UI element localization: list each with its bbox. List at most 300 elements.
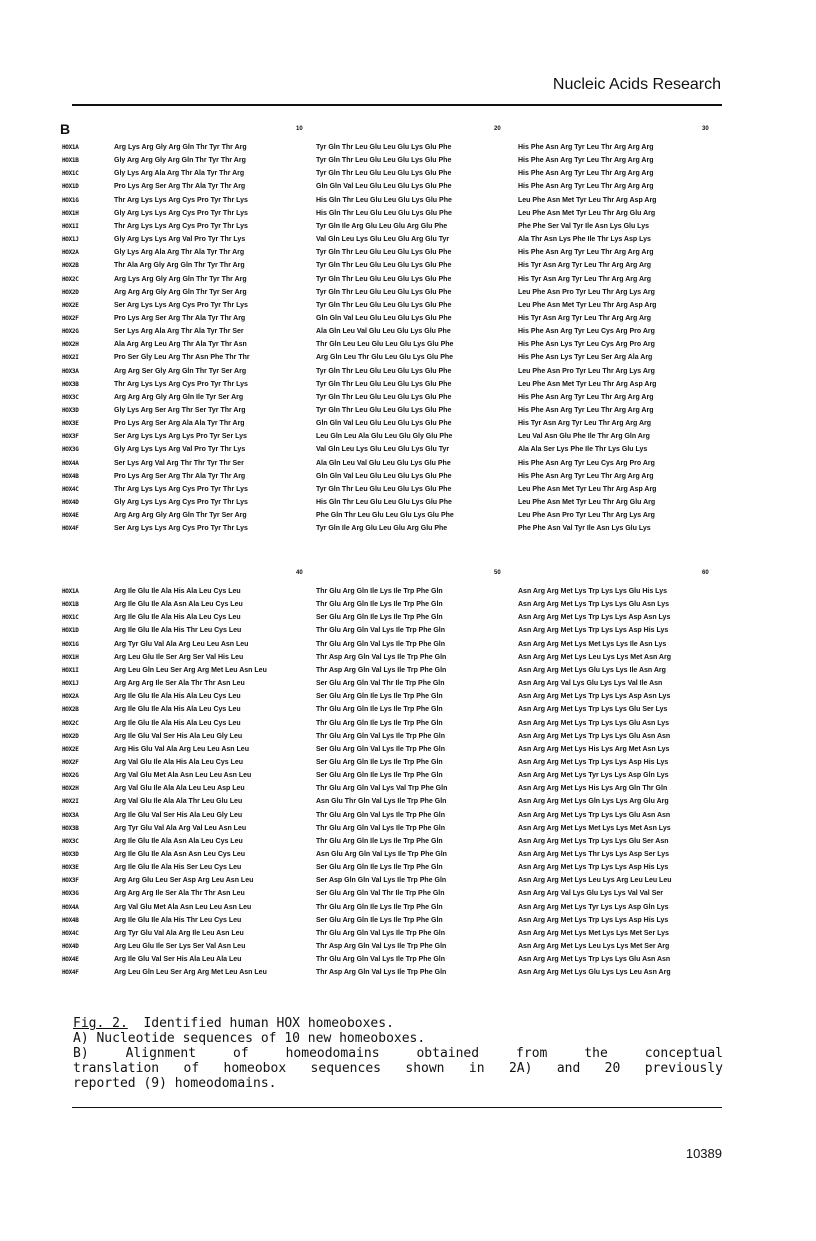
gene-name: HOX2B xyxy=(62,706,79,714)
alignment-row xyxy=(0,875,816,887)
sequence-segment-1: Ser Lys Arg Val Arg Thr Thr Tyr Thr Ser xyxy=(114,459,244,467)
sequence-segment-1: Gly Arg Lys Lys Arg Cys Pro Tyr Thr Lys xyxy=(114,209,248,217)
alignment-row xyxy=(0,678,816,690)
alignment-row xyxy=(0,313,816,325)
gene-name: HOX3B xyxy=(62,824,79,832)
sequence-segment-3: His Phe Asn Arg Tyr Leu Thr Arg Arg Arg xyxy=(518,393,654,401)
alignment-row xyxy=(0,902,816,914)
alignment-row xyxy=(0,208,816,220)
alignment-row xyxy=(0,757,816,769)
page-number: 10389 xyxy=(685,1146,722,1161)
sequence-segment-2: Thr Glu Arg Gln Ile Lys Ile Trp Phe Gln xyxy=(316,903,443,911)
panel-label: B xyxy=(60,121,71,137)
sequence-segment-3: Phe Phe Asn Val Tyr Ile Asn Lys Glu Lys xyxy=(518,525,651,533)
sequence-segment-2: Tyr Gln Thr Leu Glu Leu Glu Lys Glu Phe xyxy=(316,380,452,388)
gene-name: HOX3G xyxy=(62,446,79,454)
sequence-segment-1: Arg Val Glu Met Ala Asn Leu Leu Asn Leu xyxy=(114,903,252,911)
position-marker: 30 xyxy=(702,126,709,132)
alignment-row xyxy=(0,510,816,522)
sequence-segment-2: Gln Gln Val Leu Glu Leu Glu Lys Glu Phe xyxy=(316,472,452,480)
gene-name: HOX3A xyxy=(62,811,79,819)
gene-name: HOX1H xyxy=(62,653,79,661)
sequence-segment-3: Leu Phe Asn Pro Tyr Leu Thr Arg Lys Arg xyxy=(518,512,655,520)
sequence-segment-1: Arg Arg Arg Gly Arg Gln Thr Tyr Ser Arg xyxy=(114,288,247,296)
sequence-segment-3: Asn Arg Arg Met Lys Trp Lys Lys Glu Ser Lys xyxy=(518,706,668,714)
alignment-row xyxy=(0,523,816,535)
alignment-row xyxy=(0,221,816,233)
sequence-segment-3: Ala Ala Ser Lys Phe Ile Thr Lys Glu Lys xyxy=(518,446,648,454)
sequence-segment-3: His Phe Asn Arg Tyr Leu Thr Arg Arg Arg xyxy=(518,249,654,257)
sequence-segment-1: Arg His Glu Val Ala Arg Leu Leu Asn Leu xyxy=(114,745,249,753)
sequence-segment-3: Asn Arg Arg Met Lys Glu Lys Lys Leu Asn Arg xyxy=(518,969,671,977)
sequence-segment-2: Tyr Gln Ile Arg Glu Leu Glu Arg Glu Phe xyxy=(316,222,448,230)
alignment-row xyxy=(0,810,816,822)
gene-name: HOX1D xyxy=(62,627,79,635)
alignment-row xyxy=(0,599,816,611)
caption-line-b3: reported (9) homeodomains. xyxy=(73,1076,277,1091)
sequence-segment-2: Ser Glu Arg Gln Val Thr Ile Trp Phe Gln xyxy=(316,680,445,688)
sequence-segment-3: Asn Arg Arg Met Lys Trp Lys Lys Glu Asn Asn xyxy=(518,732,671,740)
gene-name: HOX2C xyxy=(62,719,79,727)
sequence-segment-1: Arg Leu Gln Leu Ser Arg Arg Met Leu Asn Leu xyxy=(114,666,267,674)
sequence-segment-1: Pro Lys Arg Ser Arg Thr Ala Tyr Thr Arg xyxy=(114,472,246,480)
sequence-segment-3: Asn Arg Arg Val Lys Glu Lys Lys Val Val Ser xyxy=(518,890,663,898)
sequence-segment-1: Gly Arg Lys Lys Arg Val Pro Tyr Thr Lys xyxy=(114,446,246,454)
gene-name: HOX4F xyxy=(62,969,79,977)
gene-name: HOX2H xyxy=(62,341,79,349)
gene-name: HOX4C xyxy=(62,929,79,937)
sequence-segment-1: Gly Lys Arg Ala Arg Thr Ala Tyr Thr Arg xyxy=(114,170,245,178)
sequence-segment-1: Arg Lys Arg Gly Arg Gln Thr Tyr Thr Arg xyxy=(114,144,247,151)
alignment-row xyxy=(0,783,816,795)
alignment-row xyxy=(0,260,816,272)
gene-name: HOX1A xyxy=(62,144,79,151)
sequence-segment-2: Thr Glu Arg Gln Val Lys Ile Trp Phe Gln xyxy=(316,627,446,635)
sequence-segment-3: Leu Phe Asn Met Tyr Leu Thr Arg Glu Arg xyxy=(518,499,656,507)
sequence-segment-1: Arg Ile Glu Val Ser His Ala Leu Gly Leu xyxy=(114,811,243,819)
alignment-row xyxy=(0,392,816,404)
sequence-segment-2: Tyr Gln Thr Leu Glu Leu Glu Lys Glu Phe xyxy=(316,288,452,296)
journal-title: Nucleic Acids Research xyxy=(552,76,721,93)
sequence-segment-3: His Phe Asn Lys Tyr Leu Ser Arg Ala Arg xyxy=(518,354,653,362)
caption-title-line xyxy=(73,1016,723,1031)
sequence-segment-3: Phe Phe Ser Val Tyr Ile Asn Lys Glu Lys xyxy=(518,222,649,230)
alignment-row xyxy=(0,704,816,716)
gene-name: HOX3D xyxy=(62,851,79,858)
alignment-row xyxy=(0,484,816,496)
gene-name: HOX3G xyxy=(62,890,79,898)
position-marker: 20 xyxy=(494,126,501,132)
position-marker: 10 xyxy=(296,126,303,132)
alignment-row xyxy=(0,326,816,338)
gene-name: HOX2A xyxy=(62,249,79,257)
sequence-segment-3: Asn Arg Arg Met Lys His Lys Arg Met Asn Lys xyxy=(518,745,670,753)
sequence-segment-2: Gln Gln Val Leu Glu Leu Glu Lys Glu Phe xyxy=(316,183,452,191)
sequence-segment-3: His Tyr Asn Arg Tyr Leu Thr Arg Arg Arg xyxy=(518,262,652,270)
sequence-segment-3: Asn Arg Arg Val Lys Glu Lys Lys Val Ile Asn xyxy=(518,680,663,688)
sequence-segment-2: His Gln Thr Leu Glu Leu Glu Lys Glu Phe xyxy=(316,209,452,217)
sequence-segment-1: Arg Ile Glu Ile Ala His Thr Leu Cys Leu xyxy=(114,916,242,924)
gene-name: HOX3B xyxy=(62,380,79,388)
alignment-row xyxy=(0,862,816,874)
alignment-row xyxy=(0,247,816,259)
sequence-segment-3: Asn Arg Arg Met Lys Trp Lys Lys Asp Asn Lys xyxy=(518,693,671,701)
sequence-segment-3: Asn Arg Arg Met Lys Trp Lys Lys Glu His Lys xyxy=(518,588,667,595)
sequence-segment-1: Arg Ile Glu Ile Ala His Ala Leu Cys Leu xyxy=(114,614,241,622)
sequence-segment-1: Arg Lys Arg Gly Arg Gln Thr Tyr Thr Arg xyxy=(114,275,247,283)
sequence-segment-3: Asn Arg Arg Met Lys Leu Lys Lys Met Ser Arg xyxy=(518,943,670,951)
sequence-segment-3: Leu Phe Asn Met Tyr Leu Thr Arg Glu Arg xyxy=(518,209,656,217)
sequence-segment-3: Asn Arg Arg Met Lys Trp Lys Lys Glu Ser Asn xyxy=(518,837,669,845)
alignment-row xyxy=(0,287,816,299)
sequence-segment-3: Asn Arg Arg Met Lys His Lys Arg Gln Thr Gln xyxy=(518,785,668,793)
gene-name: HOX3C xyxy=(62,837,79,845)
sequence-segment-2: Thr Glu Arg Gln Val Lys Ile Trp Phe Gln xyxy=(316,929,446,937)
alignment-row xyxy=(0,928,816,940)
alignment-row xyxy=(0,142,816,154)
gene-name: HOX4C xyxy=(62,485,79,493)
sequence-segment-2: Asn Glu Arg Gln Val Lys Ile Trp Phe Gln xyxy=(316,851,447,858)
gene-name: HOX3F xyxy=(62,433,79,441)
sequence-segment-3: His Phe Asn Arg Tyr Leu Thr Arg Arg Arg xyxy=(518,144,654,151)
sequence-segment-1: Arg Val Glu Ile Ala Ala Leu Leu Asp Leu xyxy=(114,785,245,793)
sequence-segment-2: Tyr Gln Thr Leu Glu Leu Glu Lys Glu Phe xyxy=(316,275,452,283)
gene-name: HOX1B xyxy=(62,601,79,609)
sequence-segment-3: Leu Phe Asn Met Tyr Leu Thr Arg Asp Arg xyxy=(518,301,657,309)
gene-name: HOX2I xyxy=(62,798,79,806)
gene-name: HOX1I xyxy=(62,222,79,230)
alignment-row xyxy=(0,770,816,782)
sequence-segment-1: Arg Arg Ser Gly Arg Gln Thr Tyr Ser Arg xyxy=(114,367,247,375)
sequence-segment-2: Val Gln Leu Lys Glu Leu Glu Arg Glu Tyr xyxy=(316,236,450,244)
position-marker: 50 xyxy=(494,570,501,576)
alignment-row xyxy=(0,731,816,743)
sequence-segment-1: Arg Leu Gln Leu Ser Arg Arg Met Leu Asn Leu xyxy=(114,969,267,977)
alignment-row xyxy=(0,625,816,637)
sequence-segment-3: Asn Arg Arg Met Lys Trp Lys Lys Asp His Lys xyxy=(518,758,669,766)
sequence-segment-2: Thr Glu Arg Gln Ile Lys Ile Trp Phe Gln xyxy=(316,588,443,595)
alignment-row xyxy=(0,155,816,167)
gene-name: HOX1J xyxy=(62,236,79,244)
sequence-segment-2: Tyr Gln Thr Leu Glu Leu Glu Lys Glu Phe xyxy=(316,157,452,165)
gene-name: HOX2C xyxy=(62,275,79,283)
caption-line-b2: translation of homeobox sequences shown in 2A) and 20 previously xyxy=(73,1061,723,1076)
alignment-row xyxy=(0,586,816,598)
sequence-segment-1: Arg Ile Glu Ile Ala His Thr Leu Cys Leu xyxy=(114,627,242,635)
sequence-segment-1: Arg Ile Glu Ile Ala His Ala Leu Cys Leu xyxy=(114,706,241,714)
sequence-segment-1: Arg Arg Glu Leu Ser Asp Arg Leu Asn Leu xyxy=(114,877,254,885)
sequence-segment-1: Arg Tyr Glu Val Ala Arg Val Leu Asn Leu xyxy=(114,824,247,832)
alignment-row xyxy=(0,168,816,180)
alignment-row xyxy=(0,431,816,443)
sequence-segment-2: Thr Glu Arg Gln Ile Lys Ile Trp Phe Gln xyxy=(316,706,443,714)
alignment-row xyxy=(0,967,816,979)
sequence-segment-2: Tyr Gln Thr Leu Glu Leu Glu Lys Glu Phe xyxy=(316,367,452,375)
sequence-segment-3: His Phe Asn Arg Tyr Leu Cys Arg Pro Arg xyxy=(518,459,655,467)
gene-name: HOX1G xyxy=(62,640,79,648)
sequence-segment-3: His Phe Asn Arg Tyr Leu Thr Arg Arg Arg xyxy=(518,170,654,178)
sequence-segment-2: Tyr Gln Thr Leu Glu Leu Glu Lys Glu Phe xyxy=(316,170,452,178)
alignment-row xyxy=(0,497,816,509)
gene-name: HOX2E xyxy=(62,745,79,753)
sequence-segment-2: Ala Gln Leu Val Glu Leu Glu Lys Glu Phe xyxy=(316,459,451,467)
sequence-segment-2: Thr Glu Arg Gln Val Lys Ile Trp Phe Gln xyxy=(316,956,446,964)
alignment-row xyxy=(0,941,816,953)
sequence-segment-2: Tyr Gln Thr Leu Glu Leu Glu Lys Glu Phe xyxy=(316,301,452,309)
sequence-segment-3: His Tyr Asn Arg Tyr Leu Thr Arg Arg Arg xyxy=(518,275,652,283)
sequence-segment-1: Ala Arg Arg Leu Arg Thr Ala Tyr Thr Asn xyxy=(114,341,247,349)
sequence-segment-3: Asn Arg Arg Met Lys Met Lys Lys Met Asn Lys xyxy=(518,824,671,832)
caption-line-b1: B) Alignment of homeodomains obtained from the conceptual xyxy=(73,1046,723,1061)
alignment-row xyxy=(0,195,816,207)
sequence-segment-2: Ala Gln Leu Val Glu Leu Glu Lys Glu Phe xyxy=(316,328,451,336)
sequence-segment-2: Tyr Gln Thr Leu Glu Leu Glu Lys Glu Phe xyxy=(316,485,452,493)
sequence-segment-2: Thr Asp Arg Gln Val Lys Ile Trp Phe Gln xyxy=(316,969,447,977)
alignment-row xyxy=(0,418,816,430)
caption-title: Identified human HOX homeoboxes. xyxy=(143,1016,394,1031)
sequence-segment-3: Asn Arg Arg Met Lys Trp Lys Lys Asp His Lys xyxy=(518,627,669,635)
sequence-segment-2: Thr Glu Arg Gln Val Lys Ile Trp Phe Gln xyxy=(316,811,446,819)
sequence-segment-1: Arg Ile Glu Ile Ala His Ser Leu Cys Leu xyxy=(114,864,242,872)
sequence-segment-2: Ser Glu Arg Gln Ile Lys Ile Trp Phe Gln xyxy=(316,916,443,924)
sequence-segment-3: Asn Arg Arg Met Lys Trp Lys Lys Asp His Lys xyxy=(518,864,669,872)
alignment-row xyxy=(0,691,816,703)
sequence-segment-1: Arg Val Glu Met Ala Asn Leu Leu Asn Leu xyxy=(114,772,252,780)
alignment-row xyxy=(0,300,816,312)
sequence-segment-1: Arg Arg Arg Ile Ser Ala Thr Thr Asn Leu xyxy=(114,680,245,688)
sequence-segment-2: Tyr Gln Ile Arg Glu Leu Glu Arg Glu Phe xyxy=(316,525,448,533)
alignment-row xyxy=(0,405,816,417)
gene-name: HOX3D xyxy=(62,407,79,414)
gene-name: HOX2G xyxy=(62,772,79,780)
sequence-segment-1: Gly Lys Arg Ser Arg Thr Ser Tyr Thr Arg xyxy=(114,407,246,414)
sequence-segment-2: Tyr Gln Thr Leu Glu Leu Glu Lys Glu Phe xyxy=(316,144,452,151)
gene-name: HOX2A xyxy=(62,693,79,701)
sequence-segment-2: Thr Asp Arg Gln Val Lys Ile Trp Phe Gln xyxy=(316,666,447,674)
alignment-row xyxy=(0,181,816,193)
gene-name: HOX2I xyxy=(62,354,79,362)
sequence-segment-2: Tyr Gln Thr Leu Glu Leu Glu Lys Glu Phe xyxy=(316,262,452,270)
sequence-segment-1: Arg Tyr Glu Val Ala Arg Leu Leu Asn Leu xyxy=(114,640,249,648)
alignment-row xyxy=(0,915,816,927)
sequence-segment-1: Arg Ile Glu Val Ser His Ala Leu Ala Leu xyxy=(114,956,242,964)
gene-name: HOX4E xyxy=(62,512,79,520)
sequence-segment-1: Gly Arg Arg Gly Arg Gln Thr Tyr Thr Arg xyxy=(114,157,246,165)
sequence-segment-1: Thr Arg Lys Lys Arg Cys Pro Tyr Thr Lys xyxy=(114,380,248,388)
sequence-segment-3: Leu Phe Asn Met Tyr Leu Thr Arg Asp Arg xyxy=(518,485,657,493)
sequence-segment-2: Thr Glu Arg Gln Ile Lys Ile Trp Phe Gln xyxy=(316,719,443,727)
sequence-segment-2: His Gln Thr Leu Glu Leu Glu Lys Glu Phe xyxy=(316,196,452,204)
alignment-row xyxy=(0,234,816,246)
sequence-segment-3: His Phe Asn Arg Tyr Leu Thr Arg Arg Arg xyxy=(518,407,654,414)
caption-rule xyxy=(72,1107,722,1108)
alignment-row xyxy=(0,458,816,470)
alignment-row xyxy=(0,639,816,651)
sequence-segment-2: Tyr Gln Thr Leu Glu Leu Glu Lys Glu Phe xyxy=(316,407,452,414)
sequence-segment-1: Arg Ile Glu Ile Ala Asn Ala Leu Cys Leu xyxy=(114,601,243,609)
gene-name: HOX3F xyxy=(62,877,79,885)
sequence-segment-1: Arg Leu Glu Ile Ser Arg Ser Val His Leu xyxy=(114,653,244,661)
sequence-segment-1: Pro Lys Arg Ser Arg Thr Ala Tyr Thr Arg xyxy=(114,314,246,322)
gene-name: HOX4D xyxy=(62,499,79,507)
gene-name: HOX1C xyxy=(62,170,79,178)
sequence-segment-3: His Phe Asn Arg Tyr Leu Thr Arg Arg Arg xyxy=(518,472,654,480)
gene-name: HOX2D xyxy=(62,288,79,296)
sequence-segment-2: Ser Glu Arg Gln Ile Lys Ile Trp Phe Gln xyxy=(316,772,443,780)
sequence-segment-2: Ser Glu Arg Gln Ile Lys Ile Trp Phe Gln xyxy=(316,758,443,766)
sequence-segment-2: Gln Gln Val Leu Glu Leu Glu Lys Glu Phe xyxy=(316,420,452,428)
alignment-row xyxy=(0,836,816,848)
sequence-segment-3: Asn Arg Arg Met Lys Trp Lys Lys Asp Asn Lys xyxy=(518,614,671,622)
sequence-segment-1: Ser Arg Lys Lys Arg Cys Pro Tyr Thr Lys xyxy=(114,301,248,309)
gene-name: HOX2D xyxy=(62,732,79,740)
sequence-segment-3: Asn Arg Arg Met Lys Thr Lys Lys Asp Ser Lys xyxy=(518,851,670,858)
sequence-segment-2: Thr Glu Arg Gln Val Lys Ile Trp Phe Gln xyxy=(316,732,446,740)
sequence-segment-3: Leu Phe Asn Pro Tyr Leu Thr Arg Lys Arg xyxy=(518,367,655,375)
sequence-segment-1: Arg Ile Glu Ile Ala Asn Ala Leu Cys Leu xyxy=(114,837,243,845)
sequence-segment-2: Ser Glu Arg Gln Val Thr Ile Trp Phe Gln xyxy=(316,890,445,898)
alignment-row xyxy=(0,718,816,730)
sequence-segment-1: Arg Val Glu Ile Ala Ala Thr Leu Glu Leu xyxy=(114,798,243,806)
alignment-row xyxy=(0,444,816,456)
sequence-segment-2: Tyr Gln Thr Leu Glu Leu Glu Lys Glu Phe xyxy=(316,393,452,401)
sequence-segment-2: Tyr Gln Thr Leu Glu Leu Glu Lys Glu Phe xyxy=(316,249,452,257)
sequence-segment-3: Asn Arg Arg Met Lys Glu Lys Lys Ile Asn Arg xyxy=(518,666,666,674)
position-marker: 40 xyxy=(296,570,303,576)
gene-name: HOX2E xyxy=(62,301,79,309)
gene-name: HOX1D xyxy=(62,183,79,191)
sequence-segment-2: Gln Gln Val Leu Glu Leu Glu Lys Glu Phe xyxy=(316,314,452,322)
sequence-segment-2: Val Gln Leu Lys Glu Leu Glu Lys Glu Tyr xyxy=(316,446,450,454)
sequence-segment-3: Asn Arg Arg Met Lys Tyr Lys Lys Asp Gln Lys xyxy=(518,772,669,780)
sequence-segment-3: His Phe Asn Lys Tyr Leu Cys Arg Pro Arg xyxy=(518,341,655,349)
sequence-segment-1: Arg Ile Glu Ile Ala His Ala Leu Cys Leu xyxy=(114,719,241,727)
gene-name: HOX3E xyxy=(62,420,79,428)
figure-caption xyxy=(73,1016,723,1091)
sequence-segment-1: Pro Ser Gly Leu Arg Thr Asn Phe Thr Thr xyxy=(114,354,250,362)
sequence-segment-3: His Phe Asn Arg Tyr Leu Cys Arg Pro Arg xyxy=(518,328,655,336)
gene-name: HOX3A xyxy=(62,367,79,375)
alignment-row xyxy=(0,796,816,808)
gene-name: HOX3C xyxy=(62,393,79,401)
sequence-segment-2: Thr Glu Arg Gln Val Lys Ile Trp Phe Gln xyxy=(316,824,446,832)
sequence-segment-2: Ser Glu Arg Gln Val Lys Ile Trp Phe Gln xyxy=(316,745,446,753)
sequence-segment-3: Leu Phe Asn Met Tyr Leu Thr Arg Asp Arg xyxy=(518,196,657,204)
header-rule xyxy=(72,104,722,106)
gene-name: HOX4A xyxy=(62,903,79,911)
sequence-segment-2: Thr Gln Leu Leu Glu Leu Glu Lys Glu Phe xyxy=(316,341,454,349)
sequence-segment-2: Ser Glu Arg Gln Ile Lys Ile Trp Phe Gln xyxy=(316,864,443,872)
sequence-segment-2: Thr Asp Arg Gln Val Lys Ile Trp Phe Gln xyxy=(316,943,447,951)
gene-name: HOX1C xyxy=(62,614,79,622)
gene-name: HOX1A xyxy=(62,588,79,595)
alignment-row xyxy=(0,823,816,835)
gene-name: HOX4A xyxy=(62,459,79,467)
sequence-segment-1: Pro Lys Arg Ser Arg Ala Ala Tyr Thr Arg xyxy=(114,420,245,428)
sequence-segment-2: Ser Glu Arg Gln Ile Lys Ile Trp Phe Gln xyxy=(316,693,443,701)
sequence-segment-3: Leu Phe Asn Pro Tyr Leu Thr Arg Lys Arg xyxy=(518,288,655,296)
sequence-segment-2: Thr Glu Arg Gln Ile Lys Ile Trp Phe Gln xyxy=(316,837,443,845)
sequence-segment-1: Ser Arg Lys Lys Arg Cys Pro Tyr Thr Lys xyxy=(114,525,248,533)
sequence-segment-1: Arg Tyr Glu Val Ala Arg Ile Leu Asn Leu xyxy=(114,929,244,937)
alignment-row xyxy=(0,339,816,351)
figure-label: Fig. 2. xyxy=(73,1016,128,1031)
sequence-segment-2: Thr Glu Arg Gln Val Lys Val Trp Phe Gln xyxy=(316,785,448,793)
sequence-segment-2: Thr Asp Arg Gln Val Lys Ile Trp Phe Gln xyxy=(316,653,447,661)
alignment-row xyxy=(0,352,816,364)
gene-name: HOX2H xyxy=(62,785,79,793)
sequence-segment-1: Arg Leu Glu Ile Ser Lys Ser Val Asn Leu xyxy=(114,943,246,951)
sequence-segment-2: Phe Gln Thr Leu Glu Leu Glu Lys Glu Phe xyxy=(316,512,454,520)
gene-name: HOX2B xyxy=(62,262,79,270)
sequence-segment-3: Asn Arg Arg Met Lys Met Lys Lys Ile Asn Lys xyxy=(518,640,667,648)
sequence-segment-1: Arg Ile Glu Val Ser His Ala Leu Gly Leu xyxy=(114,732,243,740)
sequence-segment-3: Asn Arg Arg Met Lys Gln Lys Lys Arg Glu Arg xyxy=(518,798,669,806)
gene-name: HOX1B xyxy=(62,157,79,165)
gene-name: HOX4F xyxy=(62,525,79,533)
sequence-segment-1: Ser Lys Arg Ala Arg Thr Ala Tyr Thr Ser xyxy=(114,328,244,336)
gene-name: HOX1H xyxy=(62,209,79,217)
gene-name: HOX2F xyxy=(62,758,79,766)
gene-name: HOX2F xyxy=(62,314,79,322)
sequence-segment-3: Asn Arg Arg Met Lys Trp Lys Lys Asp His Lys xyxy=(518,916,669,924)
sequence-segment-1: Arg Arg Arg Gly Arg Gln Ile Tyr Ser Arg xyxy=(114,393,244,401)
sequence-segment-1: Arg Val Glu Ile Ala His Ala Leu Cys Leu xyxy=(114,758,244,766)
alignment-row xyxy=(0,954,816,966)
alignment-row xyxy=(0,888,816,900)
sequence-segment-3: His Tyr Asn Arg Tyr Leu Thr Arg Arg Arg xyxy=(518,420,652,428)
sequence-segment-1: Thr Arg Lys Lys Arg Cys Pro Tyr Thr Lys xyxy=(114,196,248,204)
gene-name: HOX2G xyxy=(62,328,79,336)
sequence-segment-3: Asn Arg Arg Met Lys Trp Lys Lys Glu Asn Asn xyxy=(518,811,671,819)
sequence-segment-2: Arg Gln Leu Thr Glu Leu Glu Lys Glu Phe xyxy=(316,354,454,362)
sequence-segment-3: Asn Arg Arg Met Lys Trp Lys Lys Glu Asn Lys xyxy=(518,719,670,727)
alignment-row xyxy=(0,665,816,677)
alignment-row xyxy=(0,471,816,483)
sequence-segment-2: His Gln Thr Leu Glu Leu Glu Lys Glu Phe xyxy=(316,499,452,507)
sequence-segment-1: Arg Ile Glu Ile Ala His Ala Leu Cys Leu xyxy=(114,588,241,595)
sequence-segment-3: His Phe Asn Arg Tyr Leu Thr Arg Arg Arg xyxy=(518,157,654,165)
gene-name: HOX1I xyxy=(62,666,79,674)
alignment-row xyxy=(0,652,816,664)
sequence-segment-3: Asn Arg Arg Met Lys Leu Lys Arg Leu Leu Leu xyxy=(518,877,672,885)
sequence-segment-3: Asn Arg Arg Met Lys Met Lys Lys Met Ser Lys xyxy=(518,929,669,937)
sequence-segment-2: Ser Glu Arg Gln Ile Lys Ile Trp Phe Gln xyxy=(316,614,443,622)
sequence-segment-3: His Tyr Asn Arg Tyr Leu Thr Arg Arg Arg xyxy=(518,314,652,322)
sequence-segment-1: Pro Lys Arg Ser Arg Thr Ala Tyr Thr Arg xyxy=(114,183,246,191)
alignment-row xyxy=(0,612,816,624)
gene-name: HOX4B xyxy=(62,472,79,480)
gene-name: HOX4D xyxy=(62,943,79,951)
gene-name: HOX1G xyxy=(62,196,79,204)
sequence-segment-1: Arg Arg Arg Ile Ser Ala Thr Thr Asn Leu xyxy=(114,890,245,898)
sequence-segment-1: Gly Arg Lys Lys Arg Cys Pro Tyr Thr Lys xyxy=(114,499,248,507)
sequence-segment-3: Ala Thr Asn Lys Phe Ile Thr Lys Asp Lys xyxy=(518,236,651,244)
sequence-segment-1: Ser Arg Lys Lys Arg Lys Pro Tyr Ser Lys xyxy=(114,433,247,441)
sequence-segment-1: Gly Lys Arg Ala Arg Thr Ala Tyr Thr Arg xyxy=(114,249,245,257)
sequence-segment-3: Leu Val Asn Glu Phe Ile Thr Arg Gln Arg xyxy=(518,433,650,441)
sequence-segment-1: Arg Arg Arg Gly Arg Gln Thr Tyr Ser Arg xyxy=(114,512,247,520)
sequence-segment-3: Asn Arg Arg Met Lys Leu Lys Lys Met Asn Arg xyxy=(518,653,671,661)
alignment-row xyxy=(0,849,816,861)
sequence-segment-3: Asn Arg Arg Met Lys Tyr Lys Lys Asp Gln Lys xyxy=(518,903,669,911)
gene-name: HOX3E xyxy=(62,864,79,872)
sequence-segment-1: Arg Ile Glu Ile Ala His Ala Leu Cys Leu xyxy=(114,693,241,701)
sequence-segment-2: Leu Gln Leu Ala Glu Leu Glu Gly Glu Phe xyxy=(316,433,453,441)
sequence-segment-2: Thr Glu Arg Gln Val Lys Ile Trp Phe Gln xyxy=(316,640,446,648)
sequence-segment-3: His Phe Asn Arg Tyr Leu Thr Arg Arg Arg xyxy=(518,183,654,191)
sequence-segment-3: Leu Phe Asn Met Tyr Leu Thr Arg Asp Arg xyxy=(518,380,657,388)
